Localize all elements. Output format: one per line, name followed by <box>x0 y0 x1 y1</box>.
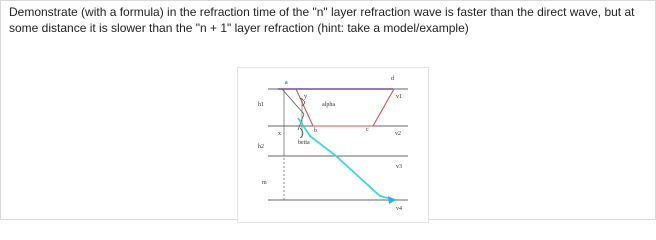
deep-refracted-ray <box>298 118 396 200</box>
label-h1: h1 <box>258 102 264 108</box>
label-v3: v3 <box>396 164 402 170</box>
label-v1: v1 <box>396 94 402 100</box>
label-x: x <box>278 131 281 137</box>
label-h2: h2 <box>258 144 264 150</box>
question-text <box>9 4 649 36</box>
label-y: y <box>304 94 307 100</box>
refraction-diagram-image <box>237 67 429 223</box>
label-c: c <box>366 127 369 133</box>
incident-ray <box>282 89 304 114</box>
refraction-diagram <box>238 68 428 222</box>
arrow-head-icon <box>388 196 396 204</box>
question-line-2: some distance it is slower than the "n + 1" layer refraction (hint: take a model/example) <box>9 21 469 35</box>
label-betta: betta <box>298 140 310 146</box>
refracted-wave-ray <box>296 89 394 126</box>
label-v4: v4 <box>396 206 402 212</box>
label-d: d <box>391 76 394 82</box>
question-line-1: Demonstrate (with a formula) in the refraction time of the "n" layer refraction wave is faster than the direct wave, but at <box>9 5 635 19</box>
betta-arc <box>300 128 303 138</box>
label-b: b <box>314 128 317 134</box>
label-a: a <box>285 80 288 86</box>
label-alpha: alpha <box>322 102 335 108</box>
label-v2: v2 <box>395 131 401 137</box>
label-m: m <box>262 180 267 186</box>
